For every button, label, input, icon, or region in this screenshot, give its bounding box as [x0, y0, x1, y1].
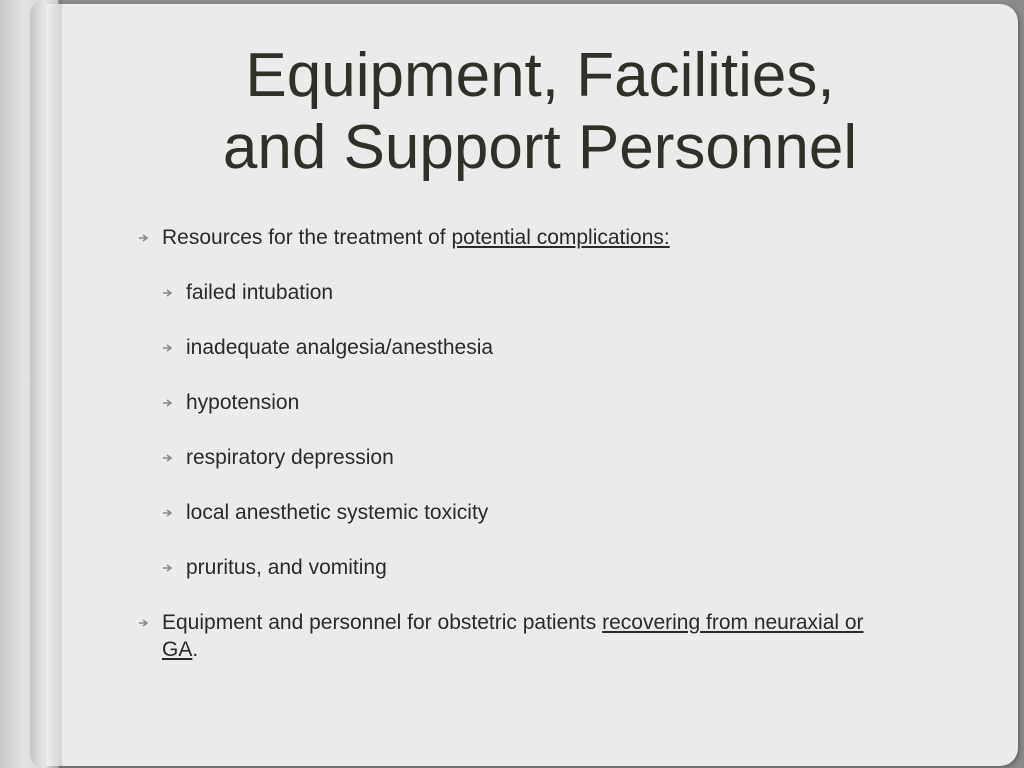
subitem-text: local anesthetic systemic toxicity: [186, 501, 489, 524]
bullet-text-underlined: recovering from neuraxial or: [602, 611, 864, 634]
subitem-1: [162, 279, 938, 306]
arrow-bullet-icon: [162, 288, 174, 298]
arrow-bullet-icon: [162, 398, 174, 408]
bullet-text-underlined: potential complications:: [451, 226, 670, 249]
slide-title: [120, 40, 960, 184]
subitem-6: [162, 554, 938, 581]
arrow-bullet-icon: [138, 233, 150, 243]
arrow-bullet-icon: [162, 453, 174, 463]
subitem-3: [162, 389, 938, 416]
subitem-5: [162, 499, 938, 526]
arrow-bullet-icon: [162, 563, 174, 573]
subitem-text: pruritus, and vomiting: [186, 556, 387, 579]
subitem-text: inadequate analgesia/anesthesia: [186, 336, 494, 359]
bullet-text-plain: Resources for the treatment of: [162, 226, 452, 249]
title-line-1: Equipment, Facilities,: [245, 41, 835, 110]
subitem-text: failed intubation: [186, 281, 334, 304]
bullet-text-end: .: [192, 638, 199, 661]
subitem-4: [162, 444, 938, 471]
bullet-item-resources: [138, 224, 938, 251]
arrow-bullet-icon: [138, 618, 150, 628]
arrow-bullet-icon: [162, 343, 174, 353]
title-line-2: and Support Personnel: [222, 113, 858, 182]
bullet-text-plain: Equipment and personnel for obstetric patients: [162, 611, 603, 634]
subitem-text: respiratory depression: [186, 446, 394, 469]
subitem-2: [162, 334, 938, 361]
page-curl: [30, 0, 62, 768]
bullet-list: [138, 224, 938, 663]
bullet-item-equipment: [138, 609, 938, 663]
subitem-text: hypotension: [186, 391, 300, 414]
bullet-text-underlined-ga: GA: [162, 638, 193, 661]
arrow-bullet-icon: [162, 508, 174, 518]
